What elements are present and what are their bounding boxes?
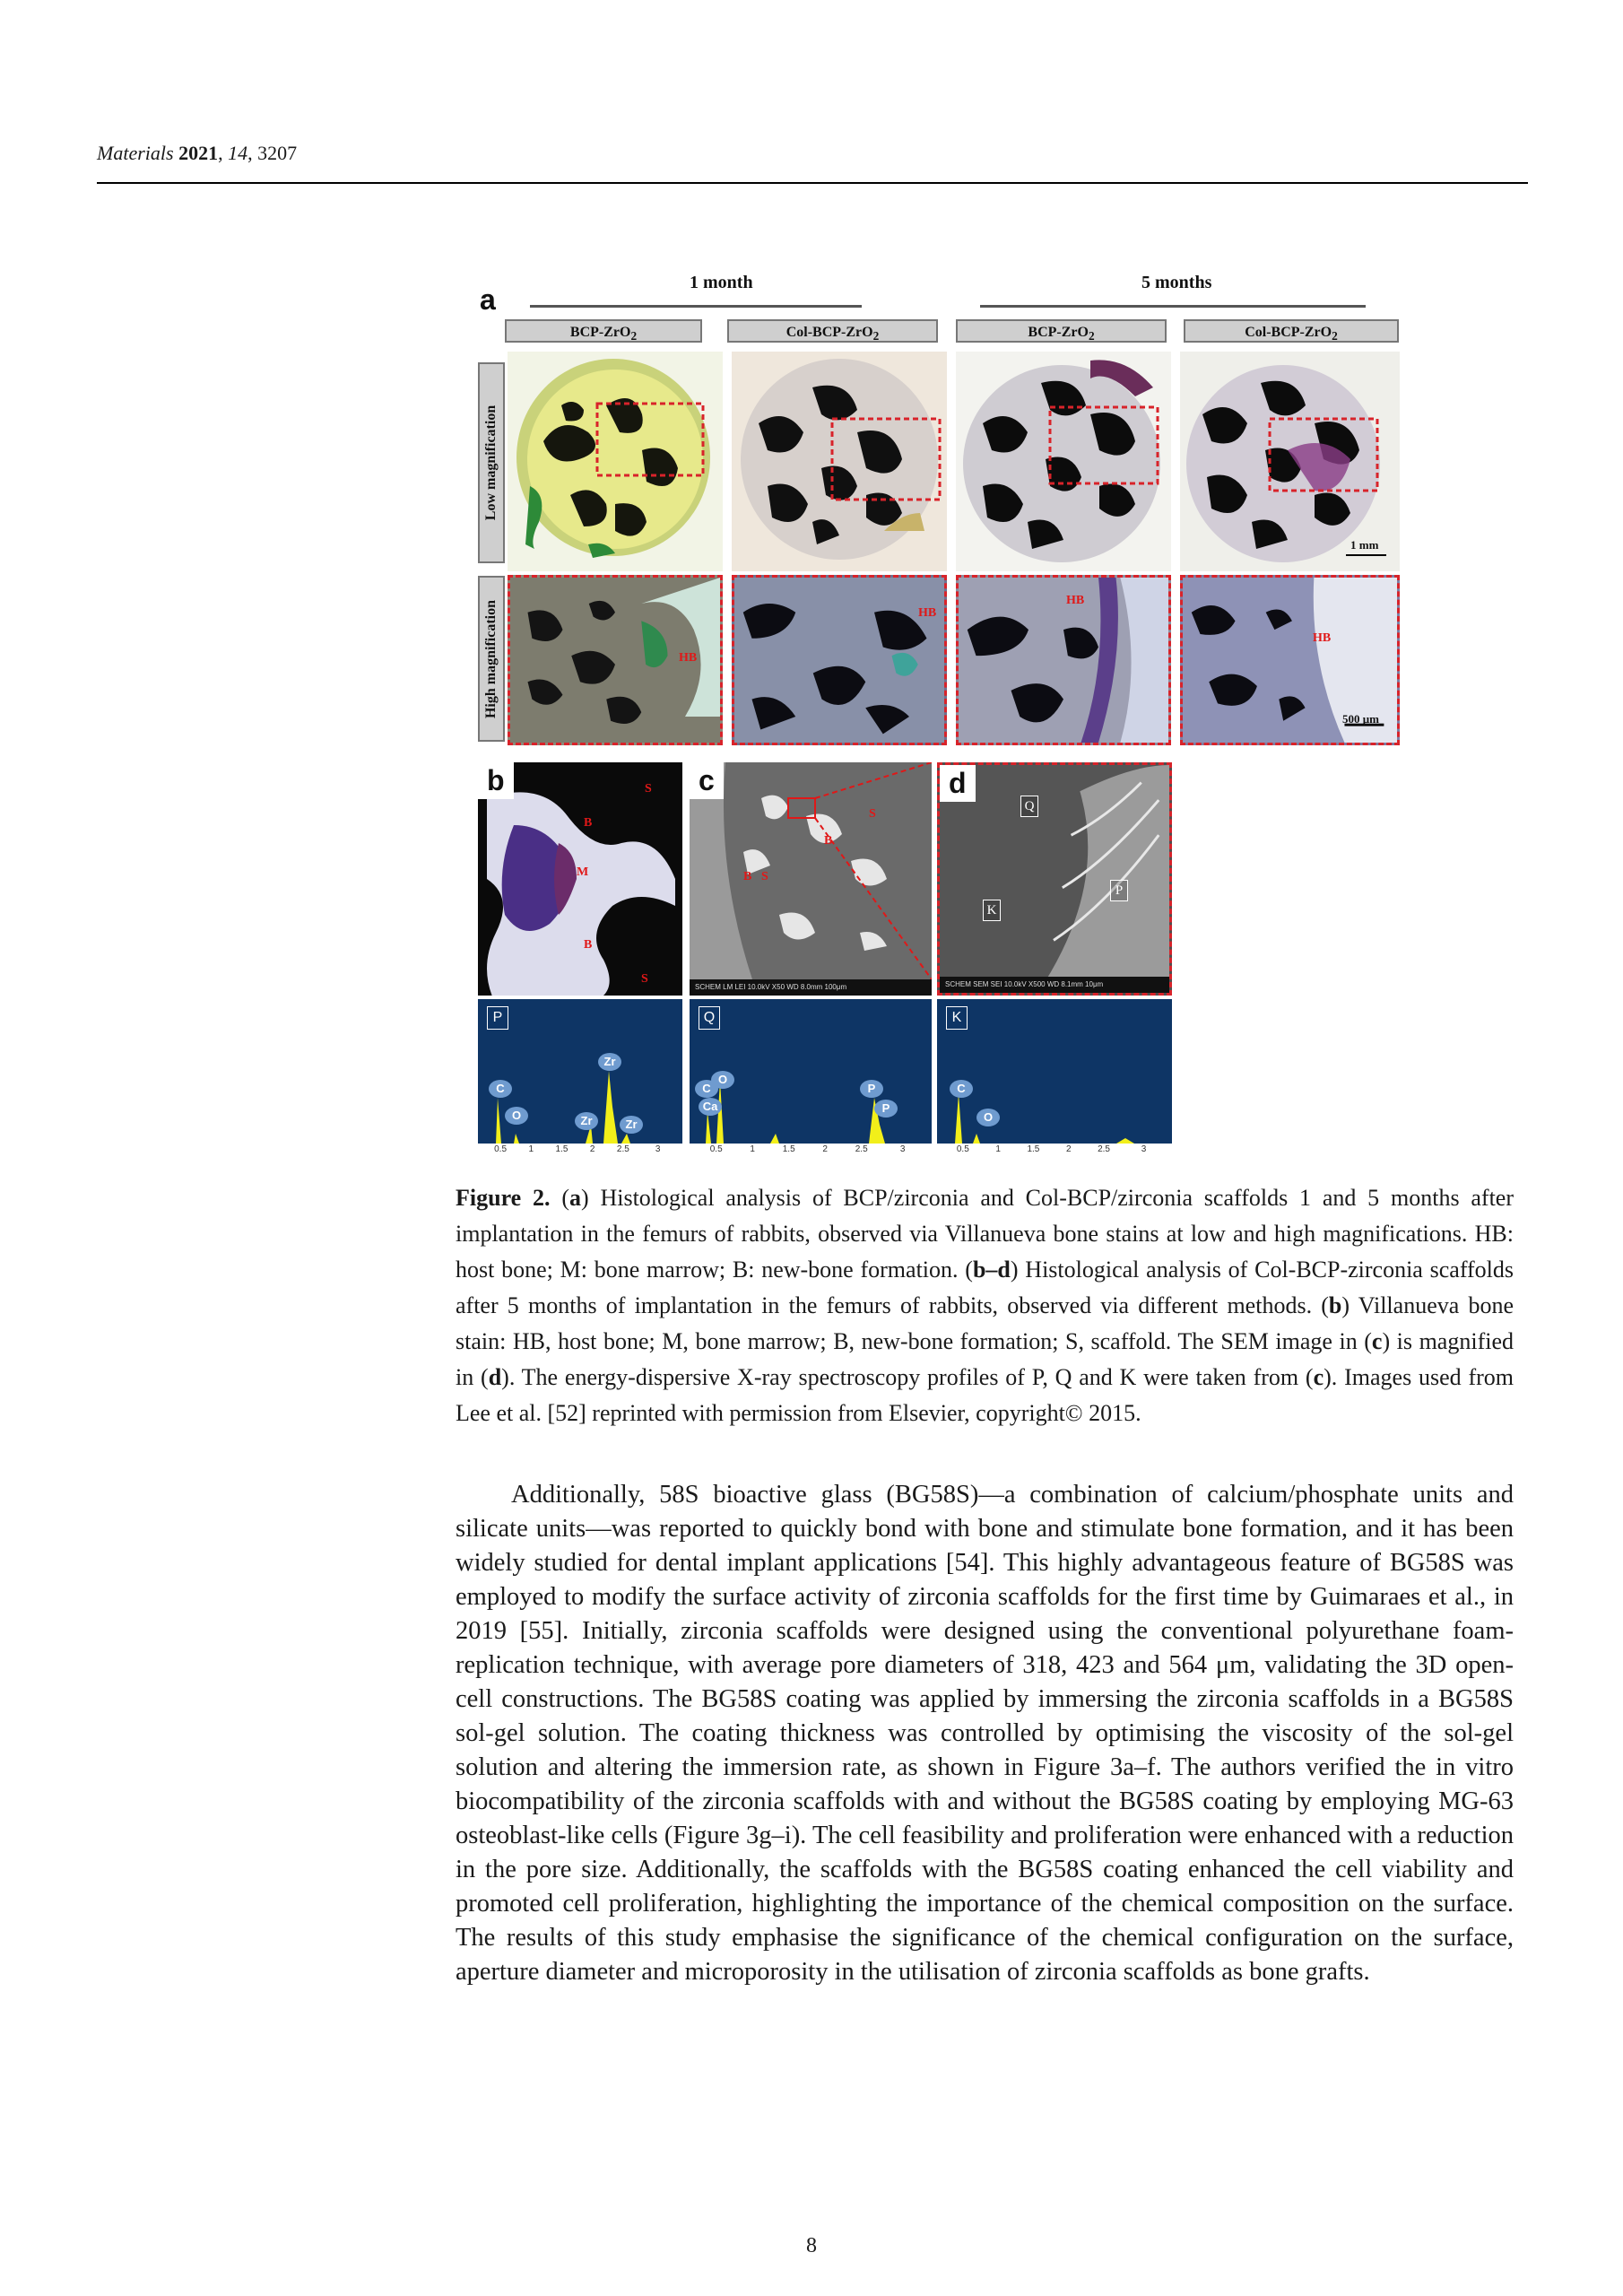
header-rule xyxy=(97,182,1528,184)
eds-q-axis: 0.5 1 1.5 2 2.5 3 xyxy=(690,1144,932,1156)
article-number: 3207 xyxy=(257,142,298,164)
label-c-scaffold: S xyxy=(869,807,876,821)
caption-label: Figure 2. xyxy=(456,1185,551,1211)
panel-b-image xyxy=(478,762,682,996)
eds-label-q: Q xyxy=(699,1006,720,1030)
journal-name: Materials xyxy=(97,142,174,164)
label-c-new-bone: B xyxy=(824,834,833,848)
journal-volume: 14 xyxy=(228,142,248,164)
panel-label-b: b xyxy=(487,764,505,796)
journal-year: 2021 xyxy=(178,142,219,164)
time-bracket-1 xyxy=(530,305,862,308)
peak-c: C xyxy=(489,1080,512,1098)
running-header: Materials 2021, 14, 3207 xyxy=(97,142,298,164)
peak-zr-3: Zr xyxy=(620,1116,643,1134)
label-b-new-bone-2: B xyxy=(584,938,593,952)
time-label-1-month: 1 month xyxy=(690,273,753,292)
peak-p: P xyxy=(860,1080,883,1098)
time-bracket-2 xyxy=(980,305,1366,308)
eds-k-axis: 0.5 1 1.5 2 2.5 3 xyxy=(937,1144,1172,1156)
body-paragraph: Additionally, 58S bioactive glass (BG58S)—a combination of calcium/phosphate units and silicate units—was reported to quickly bond with bone and stimulate bone formation, and it has been widely studied for dental implant applications [54]. This highly advantageous feature of BG58S was employed to modify the surface activity of zirconia scaffolds for the first time by Guimaraes et al., in 2019 [55]. Initially, zirconia scaffolds were designed using the conventional polyurethane foam-replication technique, with average pore diameters of 318, 423 and 564 μm, validating the 3D open-cell constructions. The BG58S coating was applied by immersing the zirconia scaffolds in a BG58S sol-gel solution. The coating thickness was controlled by optimising the viscosity of the sol-gel solution and altering the immersion rate, as shown in Figure 3a–f. The authors verified the in vitro biocompatibility of the zirconia scaffolds with and without the BG58S coating by employing MG-63 osteoblast-like cells (Figure 3g–i). The cell feasibility and proliferation were enhanced with a reduction in the pore size. Additionally, the scaffolds with the BG58S coating enhanced the cell viability and promoted cell proliferation, highlighting the importance of the chemical composition on the surface. The results of this study emphasise the significance of the chemical configuration on the surface, aperture diameter and microporosity in the utilisation of zirconia scaffolds as bone grafts. xyxy=(456,1481,1514,1986)
low-mag-col-bcp-5m-image xyxy=(1180,352,1400,571)
peak-c: C xyxy=(695,1080,718,1098)
page-number: 8 xyxy=(806,2234,817,2257)
scale-bar-500um-label: 500 μm xyxy=(1342,712,1379,726)
label-b-marrow: M xyxy=(577,865,589,879)
panel-d-sem-image xyxy=(937,762,1172,996)
high-mag-col-bcp-5m-image: HB 500 μm xyxy=(1180,575,1400,745)
peak-o: O xyxy=(505,1107,528,1125)
panel-label-c: c xyxy=(699,764,715,796)
eds-spectrum-q xyxy=(690,999,932,1156)
high-mag-bcp-1m-image: HB xyxy=(508,575,723,745)
column-header-col-bcp-5m: Col-BCP-ZrO$_2$ xyxy=(1184,319,1399,343)
column-header-bcp-5m: BCP-ZrO$_2$ xyxy=(956,319,1167,343)
high-mag-col-bcp-1m-image: HB xyxy=(732,575,947,745)
label-b-new-bone: B xyxy=(584,816,593,830)
peak-c: C xyxy=(950,1080,973,1098)
peak-o: O xyxy=(711,1071,734,1089)
low-mag-col-bcp-1m-image xyxy=(732,352,947,571)
column-header-bcp-1m: BCP-ZrO$_2$ xyxy=(505,319,702,343)
eds-label-p: P xyxy=(487,1006,508,1030)
time-label-5-months: 5 months xyxy=(1141,273,1212,292)
panel-label-a: a xyxy=(480,283,496,316)
region-label-p: P xyxy=(1110,880,1128,901)
label-b-scaffold-2: S xyxy=(641,972,648,986)
peak-ca: Ca xyxy=(699,1098,722,1116)
panel-c-sem-image xyxy=(690,762,932,996)
region-label-k: K xyxy=(983,900,1001,921)
row-header-high-magnification: High magnification xyxy=(478,576,505,742)
eds-label-k: K xyxy=(946,1006,968,1030)
label-b-scaffold: S xyxy=(645,782,652,796)
peak-p-2: P xyxy=(874,1100,898,1118)
label-c-new-bone-2: B xyxy=(743,870,752,883)
scale-bar-1mm-label: 1 mm xyxy=(1350,538,1379,552)
eds-spectrum-k xyxy=(937,999,1172,1156)
eds-p-axis: 0.5 1 1.5 2 2.5 3 xyxy=(478,1144,682,1156)
peak-zr-2: Zr xyxy=(575,1112,598,1130)
region-label-q: Q xyxy=(1020,796,1038,817)
row-header-low-magnification: Low magnification xyxy=(478,362,505,563)
peak-o: O xyxy=(976,1109,1000,1126)
low-mag-bcp-1m-image xyxy=(508,352,723,571)
panel-label-d: d xyxy=(949,767,967,799)
panel-c-sem-info-bar: SCHEM LM LEI 10.0kV X50 WD 8.0mm 100μm xyxy=(690,979,932,996)
label-c-scaffold-2: S xyxy=(761,870,768,883)
eds-spectrum-p xyxy=(478,999,682,1156)
peak-zr: Zr xyxy=(598,1053,621,1071)
column-header-col-bcp-1m: Col-BCP-ZrO$_2$ xyxy=(727,319,938,343)
figure-caption: Figure 2. (a) Histological analysis of BCP/zirconia and Col-BCP/zirconia scaffolds 1 and 5 months after implantation in the femurs of rabbits, observed via Villanueva bone stains at low and high magnifications. HB: host bone; M: bone marrow; B: new-bone formation. (b–d) Histological analysis of Col-BCP-zirconia scaffolds after 5 months of implantation in the femurs of rabbits, observed via different methods. (b) Villanueva bone stain: HB, host bone; M, bone marrow; B, new-bone formation; S, scaffold. The SEM image in (c) is magnified in (d). The energy-dispersive X-ray spectroscopy profiles of P, Q and K were taken from (c). Images used from Lee et al. [52] reprinted with permission from Elsevier, copyright© 2015. xyxy=(456,1185,1515,1426)
low-mag-bcp-5m-image xyxy=(956,352,1171,571)
figure-2 xyxy=(478,265,1417,1156)
panel-d-sem-info-bar: SCHEM SEM SEI 10.0kV X500 WD 8.1mm 10μm xyxy=(940,977,1169,993)
high-mag-bcp-5m-image: HB xyxy=(956,575,1171,745)
